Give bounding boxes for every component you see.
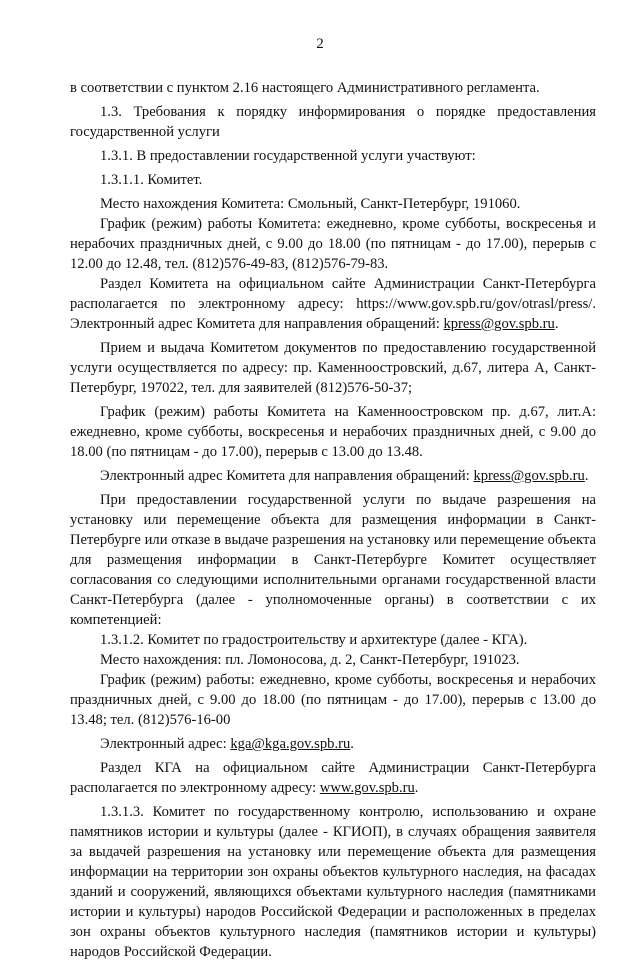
paragraph: в соответствии с пунктом 2.16 настоящего Административного регламента. <box>70 80 540 96</box>
email-link[interactable]: kpress@gov.spb.ru <box>443 316 555 332</box>
paragraph: 1.3.1. В предоставлении государственной услуги участвуют: <box>100 148 476 164</box>
page-number: 2 <box>316 36 324 52</box>
paragraph: 1.3. Требования к порядку информирования о порядке предоставления государственной услуги <box>70 104 596 140</box>
paragraph: 1.3.1.3. Комитет по государственному контролю, использованию и охране памятников истории и культуры (далее - КГИОП), в случаях обращения заявителя за выдачей разрешения на установку или перемещение объекта для размещения информации на территории зон охраны объектов культурного наследия, на фасадах зданий и сооружений, являющихся объектами культурного наследия (памятниками истории и культуры) народов Российской Федерации и расположенных в пределах зон охраны объектов культурного наследия (памятников истории и культуры) народов Российской Федерации. <box>70 804 596 960</box>
paragraph: Прием и выдача Комитетом документов по предоставлению государственной услуги осуществляется по адресу: пр. Каменноостровский, д.67, литера А, Санкт-Петербург, 197022, тел. для заявителей (812)576-50-37; <box>70 340 596 396</box>
paragraph: График (режим) работы Комитета на Каменноостровском пр. д.67, лит.А: ежедневно, кроме субботы, воскресенья и нерабочих праздничных дней, с 9.00 до 18.00 (по пятницам - до 17.00), перерыв с 13.00 до 13.48. <box>70 404 596 460</box>
paragraph: При предоставлении государственной услуги по выдаче разрешения на установку или перемещение объекта для размещения информации в Санкт-Петербурге или отказе в выдаче разрешения на установку или перемещение объекта для размещения информации в Санкт-Петербурге Комитет осуществляет согласования со следующими исполнительными органами государственной власти Санкт-Петербурга (далее - уполномоченные органы) в соответствии с их компетенцией: <box>70 492 596 628</box>
website-link[interactable]: www.gov.spb.ru <box>319 780 415 796</box>
paragraph: 1.3.1.1. Комитет. <box>100 172 203 188</box>
email-link[interactable]: kga@kga.gov.spb.ru <box>230 736 351 752</box>
paragraph: Раздел Комитета на официальном сайте Администрации Санкт-Петербурга располагается по электронному адресу: https://www.gov.spb.ru/gov/otrasl/press/. Электронный адрес Комитета для направления обращений: kpress@gov.spb.ru. <box>70 276 596 332</box>
paragraph: Место нахождения Комитета: Смольный, Санкт-Петербург, 191060. <box>100 196 521 212</box>
paragraph: График (режим) работы Комитета: ежедневно, кроме субботы, воскресенья и нерабочих праздничных дней, с 9.00 до 18.00 (по пятницам - до 17.00), перерыв с 12.00 до 12.48, тел. (812)576-49-83, (812)576-79-83. <box>70 216 596 272</box>
paragraph: Электронный адрес Комитета для направления обращений: kpress@gov.spb.ru. <box>100 468 589 484</box>
paragraph: 1.3.1.2. Комитет по градостроительству и архитектуре (далее - КГА). <box>100 632 528 648</box>
document-body <box>70 78 596 962</box>
email-link[interactable]: kpress@gov.spb.ru <box>473 468 585 484</box>
paragraph: Раздел КГА на официальном сайте Администрации Санкт-Петербурга располагается по электронному адресу: www.gov.spb.ru. <box>70 760 596 796</box>
paragraph: Место нахождения: пл. Ломоносова, д. 2, Санкт-Петербург, 191023. <box>100 652 520 668</box>
paragraph: Электронный адрес: kga@kga.gov.spb.ru. <box>100 736 354 752</box>
paragraph: График (режим) работы: ежедневно, кроме субботы, воскресенья и нерабочих праздничных дней, с 9.00 до 18.00 (по пятницам - до 17.00), перерыв с 13.00 до 13.48; тел. (812)576-16-00 <box>70 672 596 728</box>
